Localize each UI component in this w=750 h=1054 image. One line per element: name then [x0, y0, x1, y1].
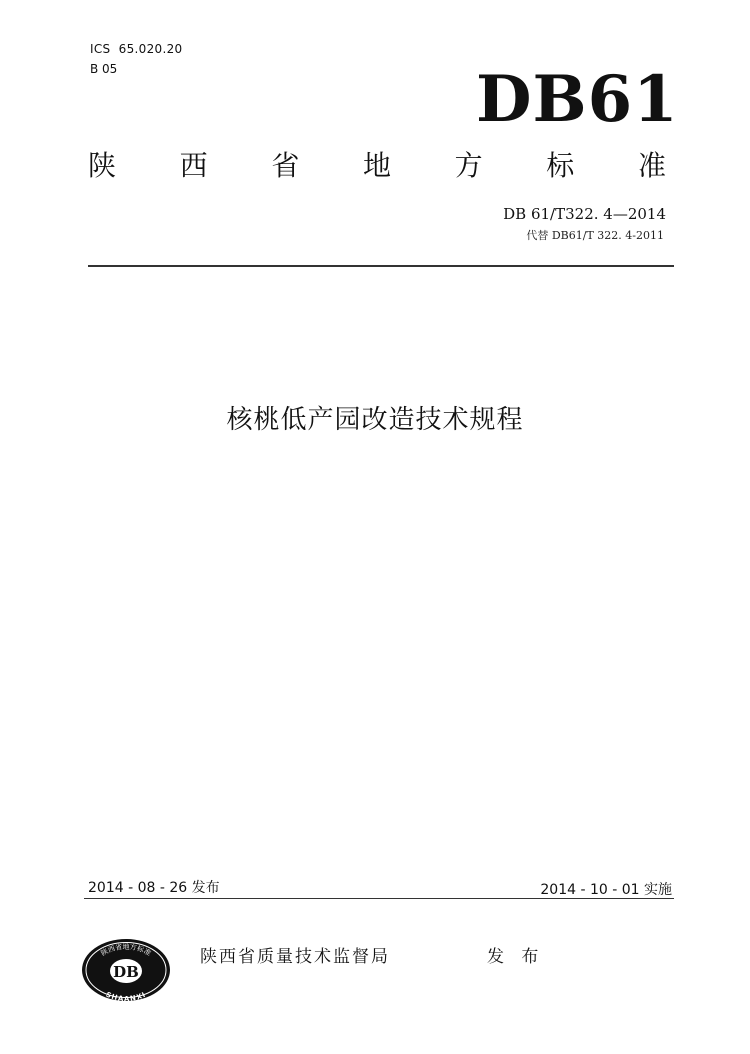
standard-type-char: 省 — [271, 149, 300, 182]
svg-text:SHAANXI: SHAANXI — [104, 990, 148, 1003]
standard-type-char: 方 — [454, 149, 483, 182]
ccs-code: B 05 — [90, 62, 118, 76]
standard-type-char: 地 — [362, 149, 391, 182]
top-divider — [88, 265, 674, 267]
svg-text:陕西省地方标准: 陕西省地方标准 — [99, 943, 153, 958]
standard-code-mark: DB61 — [476, 62, 679, 137]
replaces-standard: 代替 DB61/T 322. 4-2011 — [526, 229, 664, 242]
standard-type-heading — [88, 148, 666, 184]
bottom-divider — [84, 898, 674, 899]
svg-text:DB: DB — [113, 963, 139, 981]
standard-number: DB 61/T322. 4—2014 — [503, 205, 666, 223]
standard-type-char: 西 — [179, 149, 208, 182]
issuing-authority: 陕西省质量技术监督局 — [200, 947, 390, 967]
issue-date: 2014 - 08 - 26 发布 — [88, 880, 220, 896]
implementation-date: 2014 - 10 - 01 实施 — [540, 882, 672, 898]
document-title: 核桃低产园改造技术规程 — [226, 405, 524, 435]
issuer-seal-logo — [80, 937, 172, 1003]
standard-type-char: 标 — [546, 149, 575, 182]
publish-label: 发 布 — [487, 947, 545, 967]
standard-type-char: 陕 — [88, 149, 117, 182]
ics-code: ICS 65.020.20 — [90, 42, 183, 56]
standard-type-char: 准 — [637, 149, 666, 182]
